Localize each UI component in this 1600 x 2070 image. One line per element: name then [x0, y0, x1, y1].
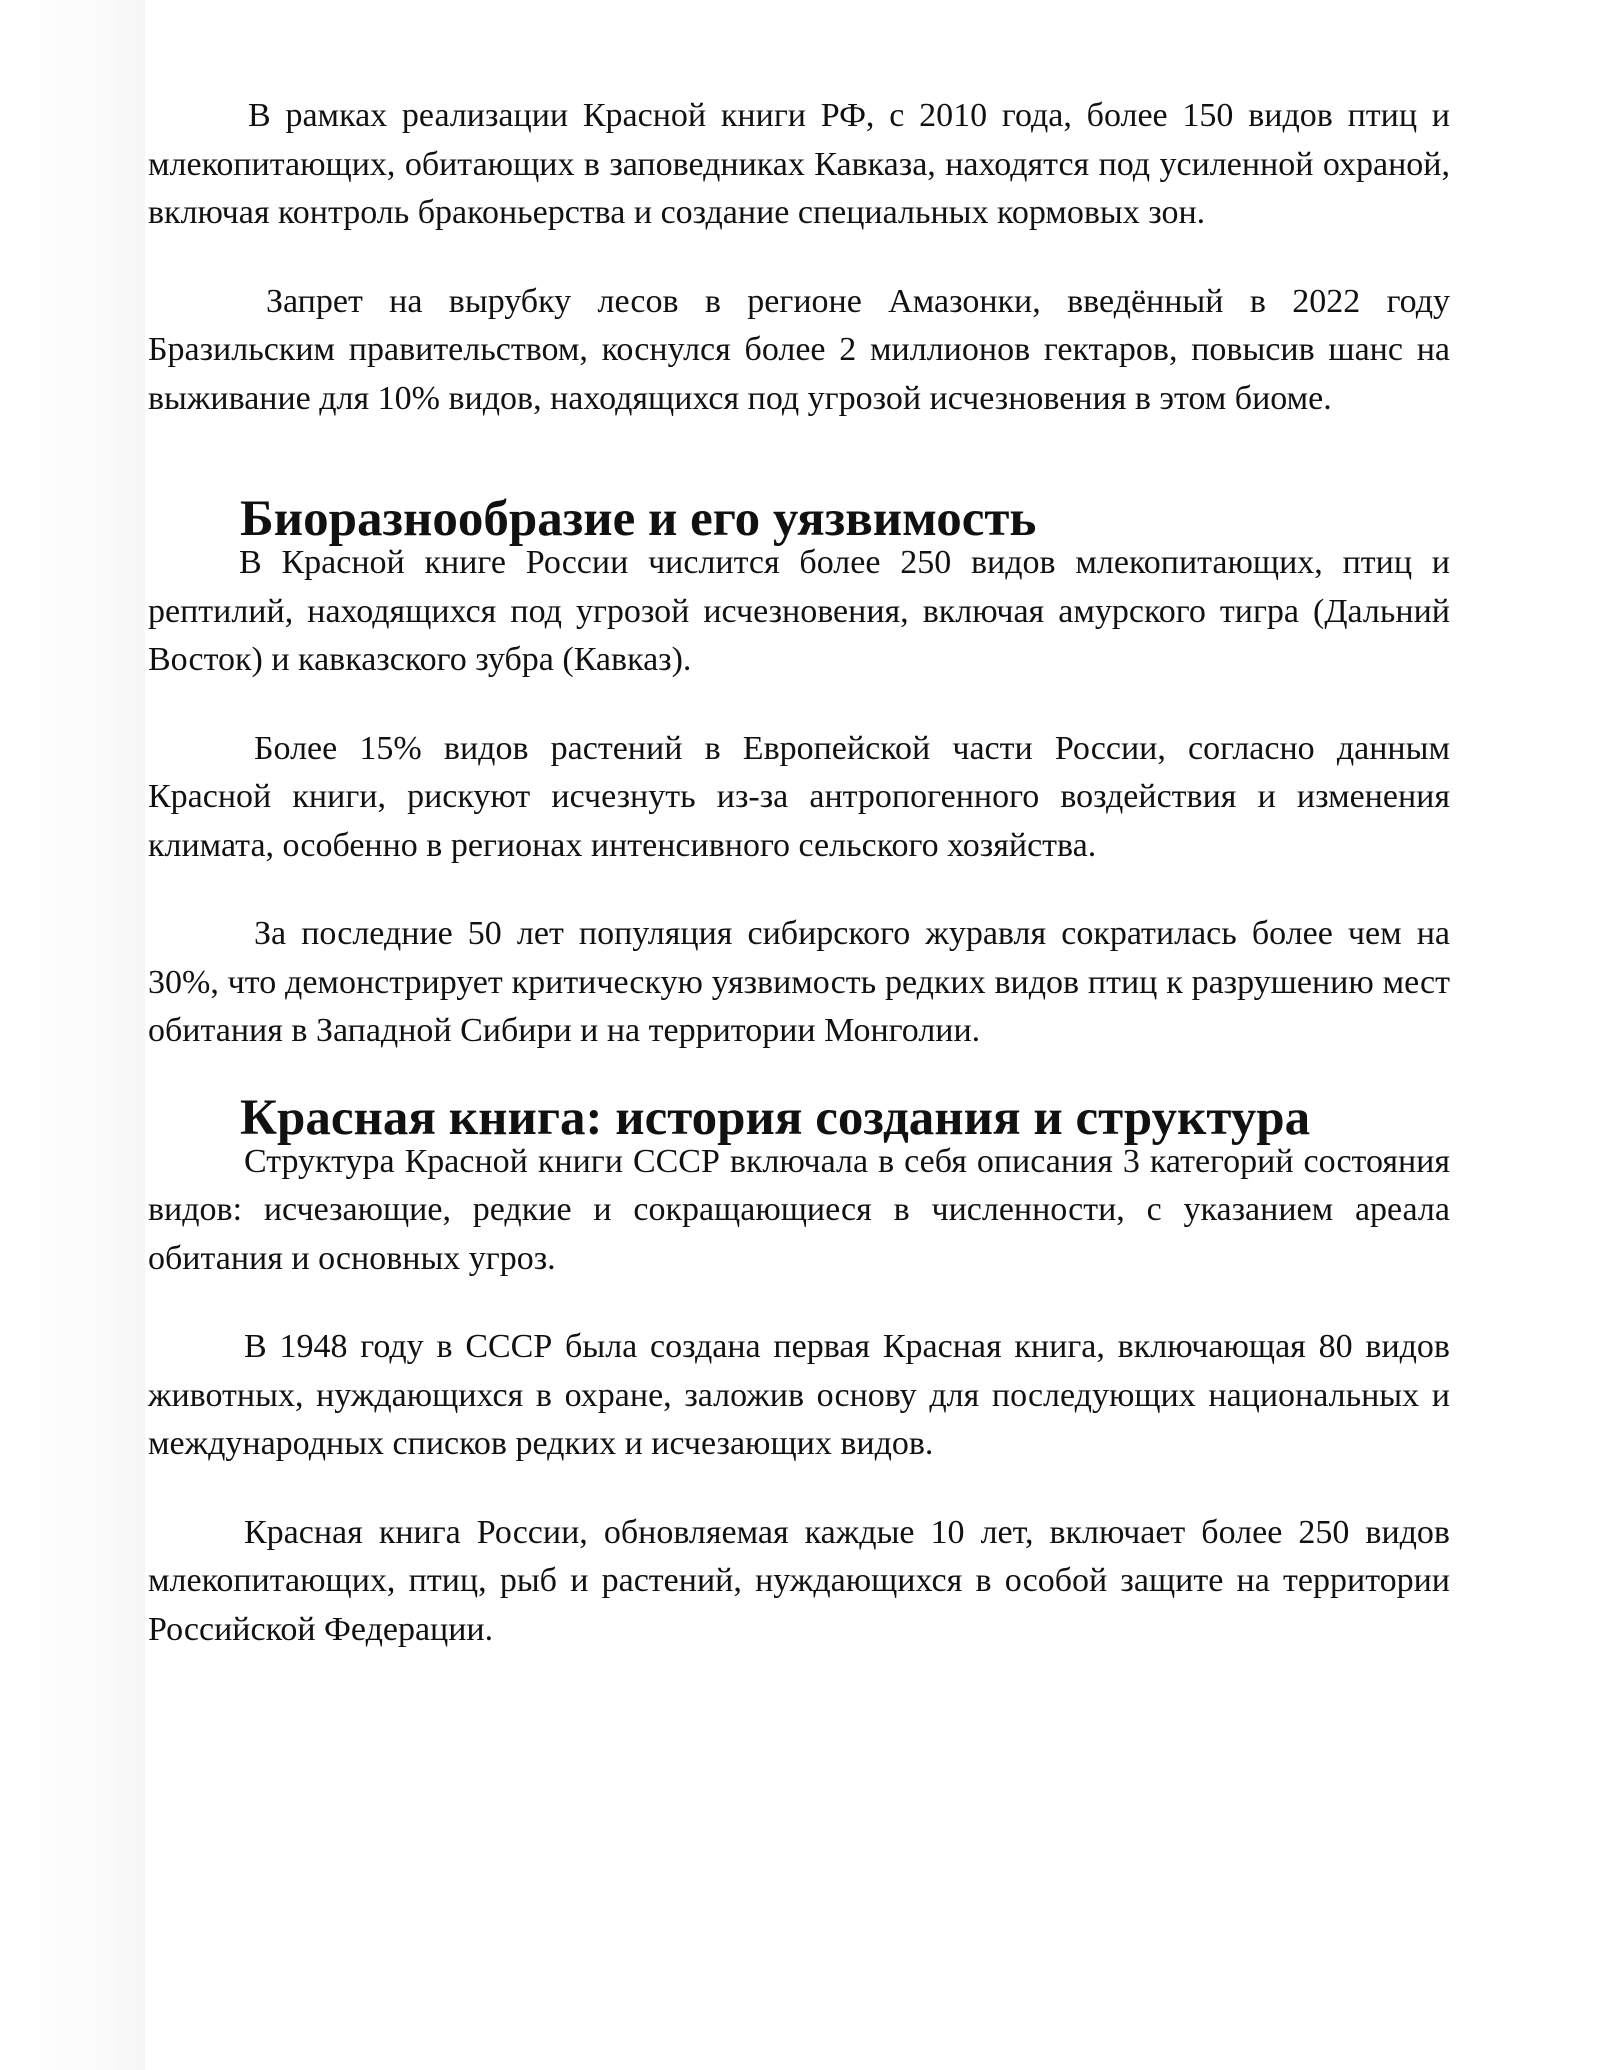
paragraph-red-book-russia-250: В Красной книге России числится более 250 видов млекопитающих, птиц и рептилий, находящихся под угрозой исчезновения, включая амурского тигра (Дальний Восток) и кавказского зубра (Кавказ). — [148, 544, 1450, 678]
paragraph-spacer — [148, 1283, 1450, 1323]
paragraph-siberian-crane: За последние 50 лет популяция сибирского журавля сократилась более чем на 30%, что демонстрирует критическую уязвимость редких видов птиц к разрушению мест обитания в Западной Сибири и на территории Монголии. — [148, 915, 1450, 1049]
paragraph-spacer — [148, 1469, 1450, 1509]
document-body — [148, 92, 1450, 1654]
paragraph-ussr-structure: Структура Красной книги СССР включала в себя описания 3 категорий состояния видов: исчезающие, редкие и сокращающиеся в численности, с указанием ареала обитания и основных угроз. — [148, 1142, 1450, 1277]
paragraph-spacer — [148, 870, 1450, 910]
paragraph-spacer — [148, 238, 1450, 278]
paragraph-amazon-logging-ban: Запрет на вырубку лесов в регионе Амазонки, введённый в 2022 году Бразильским правительством, коснулся более 2 миллионов гектаров, повысив шанс на выживание для 10% видов, находящихся под угрозой исчезновения в этом биоме. — [148, 282, 1450, 417]
paragraph-russia-update-10-years: Красная книга России, обновляемая каждые 10 лет, включает более 250 видов млекопитающих, птиц, рыб и растений, нуждающихся в особой защите на территории Российской Федерации. — [148, 1513, 1450, 1648]
heading-red-book-history: Красная книга: история создания и структура — [240, 1089, 1311, 1146]
paragraph-red-book-caucasus: В рамках реализации Красной книги РФ, с 2010 года, более 150 видов птиц и млекопитающих, обитающих в заповедниках Кавказа, находятся под усиленной охраной, включая контроль браконьерства и создание специальных кормовых зон. — [148, 97, 1450, 231]
paragraph-plants-15-percent: Более 15% видов растений в Европейской части России, согласно данным Красной книги, рискуют исчезнуть из-за антропогенного воздействия и изменения климата, особенно в регионах интенсивного сельского хозяйства. — [148, 729, 1450, 864]
paragraph-spacer — [148, 423, 1450, 463]
paragraph-spacer — [148, 685, 1450, 725]
paragraph-1948-first-red-book: В 1948 году в СССР была создана первая Красная книга, включающая 80 видов животных, нуждающихся в охране, заложив основу для последующих национальных и международных списков редких и исчезающих видов. — [148, 1328, 1450, 1462]
page-edge-shadow — [0, 0, 145, 2070]
heading-biodiversity: Биоразнообразие и его уязвимость — [240, 491, 1037, 547]
